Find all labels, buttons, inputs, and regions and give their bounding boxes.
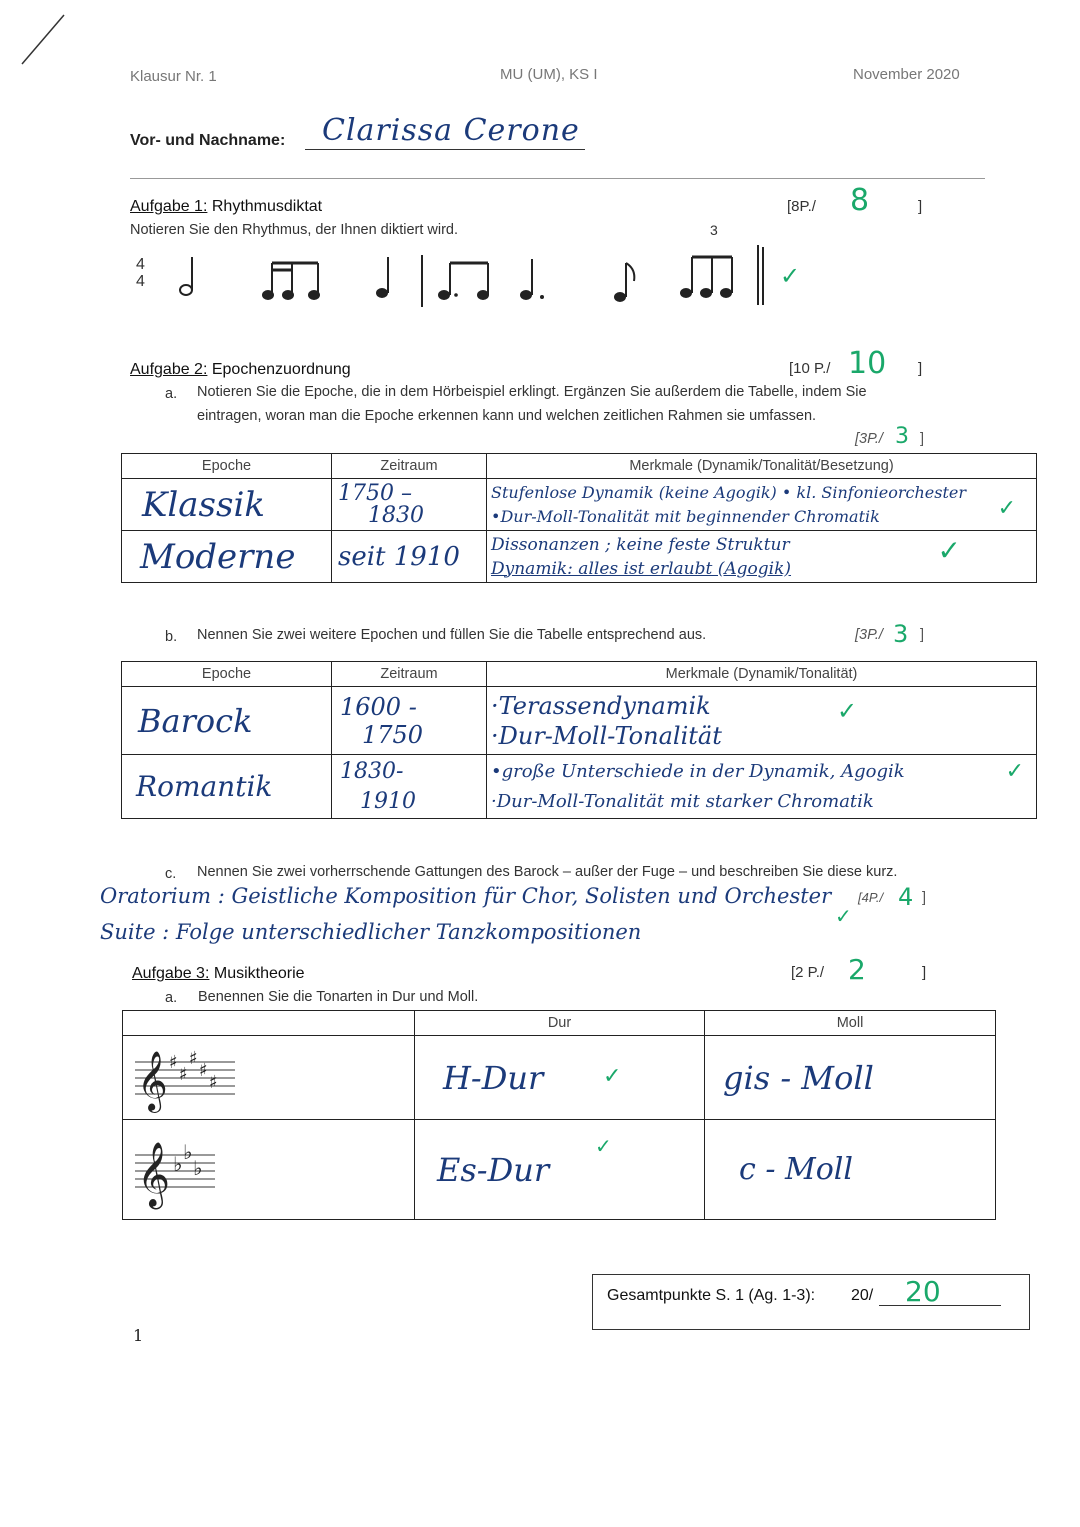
task1-title: Rhythmusdiktat [211, 198, 323, 215]
epoch-cell: Moderne [122, 531, 332, 583]
dur-cell [415, 1120, 705, 1220]
treble-clef-5-sharps [135, 1038, 255, 1118]
svg-text:𝄞: 𝄞 [137, 1141, 171, 1207]
task2b-points: [3P./ [855, 627, 883, 643]
table-row [122, 687, 1037, 755]
col-moll: Moll [705, 1011, 996, 1036]
task2b-letter: b. [165, 629, 178, 645]
check-mark: ✓ [937, 534, 961, 567]
dur-cell [415, 1036, 705, 1120]
task2c-score: 4 [898, 883, 914, 911]
feature-line: Dissonanzen ; keine feste Struktur [491, 534, 790, 555]
task2b-score: 3 [893, 620, 909, 648]
staff-cell [123, 1120, 415, 1220]
dur-answer: H-Dur [443, 1058, 544, 1097]
task2c-text: Nennen Sie zwei vorherrschende Gattungen des Barock – außer der Fuge – und beschreiben Sie diese kurz. [197, 864, 898, 880]
task2a-close: ] [920, 431, 925, 447]
table-row [122, 479, 1037, 531]
keys-table [122, 1010, 996, 1220]
epoch-cell: Klassik [122, 479, 332, 531]
svg-text:♭: ♭ [183, 1139, 193, 1164]
task2a-letter: a. [165, 386, 178, 402]
time-signature [136, 256, 145, 290]
header-center: MU (UM), KS I [500, 66, 598, 83]
svg-text:♭: ♭ [173, 1151, 183, 1176]
task2-points: [10 P./ [789, 360, 831, 377]
task1-score: 8 [850, 183, 870, 218]
task2-heading [130, 361, 351, 379]
table-header-row [123, 1011, 996, 1036]
time-sig-bottom: 4 [136, 273, 145, 290]
name-label: Vor- und Nachname: [130, 132, 286, 149]
svg-text:♯: ♯ [179, 1063, 188, 1085]
epochs-table-b [121, 661, 1037, 819]
task2a-score: 3 [895, 424, 909, 449]
task2-label: Aufgabe 2: [130, 361, 208, 378]
col-dur: Dur [415, 1011, 705, 1036]
total-label: Gesamtpunkte S. 1 (Ag. 1-3): [607, 1287, 816, 1304]
name-value: Clarissa Cerone [322, 113, 580, 148]
period-start: 1750 – [338, 480, 412, 506]
period-cell: seit 1910 [332, 531, 487, 583]
col-epoche: Epoche [122, 454, 332, 479]
check-mark: ✓ [1005, 759, 1024, 784]
features-cell [487, 755, 1037, 819]
staff-cell [123, 1036, 415, 1120]
task3-title: Musiktheorie [213, 965, 305, 982]
svg-text:♭: ♭ [193, 1155, 203, 1180]
feature-line: Dynamik: alles ist erlaubt (Agogik) [491, 558, 792, 579]
pen-stroke-mark [18, 12, 68, 67]
col-staff [123, 1011, 415, 1036]
time-sig-top: 4 [136, 256, 145, 273]
task2c-letter: c. [165, 866, 177, 882]
period-cell [332, 755, 487, 819]
period-end: 1750 [362, 720, 424, 749]
triplet-mark: 3 [710, 222, 718, 238]
header-right: November 2020 [853, 66, 960, 83]
divider [130, 178, 985, 179]
task2b-text: Nennen Sie zwei weitere Epochen und füllen Sie die Tabelle entsprechend aus. [197, 627, 707, 643]
epoch-cell: Romantik [122, 755, 332, 819]
features-cell [487, 531, 1037, 583]
task1-check: ✓ [780, 262, 801, 290]
period-cell [332, 687, 487, 755]
task2b-close: ] [920, 627, 925, 643]
svg-text:𝄞: 𝄞 [137, 1050, 168, 1111]
total-box [592, 1274, 1030, 1330]
task3a-letter: a. [165, 990, 178, 1006]
epoch-cell: Barock [122, 687, 332, 755]
svg-text:♯: ♯ [199, 1059, 208, 1081]
feature-line: •große Unterschiede in der Dynamik, Agogik [491, 760, 905, 782]
col-epoche: Epoche [122, 662, 332, 687]
task1-instruction: Notieren Sie den Rhythmus, der Ihnen diktiert wird. [130, 222, 459, 238]
task2c-check: ✓ [835, 904, 852, 928]
period-cell [332, 479, 487, 531]
feature-line: ·Dur-Moll-Tonalität [491, 721, 722, 750]
task2c-answer-2: Suite : Folge unterschiedlicher Tanzkompositionen [100, 920, 642, 944]
task1-heading [130, 198, 322, 216]
task2-close: ] [918, 360, 923, 377]
epochs-table-a [121, 453, 1037, 583]
svg-text:♯: ♯ [169, 1051, 178, 1073]
table-row [123, 1036, 996, 1120]
check-mark: ✓ [837, 697, 858, 725]
task3-points: [2 P./ [791, 964, 825, 981]
moll-cell: gis - Moll [705, 1036, 996, 1120]
period-start: 1830- [340, 758, 404, 784]
task1-points: [8P./ [787, 198, 816, 215]
table-header-row [122, 662, 1037, 687]
period-end: 1830 [368, 502, 424, 528]
total-score: 20 [905, 1275, 941, 1308]
task3-label: Aufgabe 3: [132, 965, 210, 982]
task2c-close: ] [922, 890, 927, 906]
table-row [122, 755, 1037, 819]
feature-line: ·Dur-Moll-Tonalität mit starker Chromatik [491, 790, 874, 812]
total-max: 20/ [851, 1287, 874, 1304]
table-row [122, 531, 1037, 583]
page-number: 1 [133, 1326, 144, 1345]
task2-score: 10 [848, 346, 887, 381]
moll-cell: c - Moll [705, 1120, 996, 1220]
feature-line: •Dur-Moll-Tonalität mit beginnender Chromatik [491, 506, 880, 526]
task2c-points: [4P./ [858, 890, 884, 905]
task3a-text: Benennen Sie die Tonarten in Dur und Moll. [198, 989, 479, 1005]
task3-heading [132, 965, 305, 983]
feature-line: Stufenlose Dynamik (keine Agogik) • kl. Sinfonieorchester [491, 482, 966, 502]
task2a-points: [3P./ [855, 431, 883, 447]
table-row [123, 1120, 996, 1220]
check-mark: ✓ [997, 496, 1016, 521]
col-merkmale: Merkmale (Dynamik/Tonalität) [487, 662, 1037, 687]
total-underline [879, 1305, 1001, 1306]
col-zeitraum: Zeitraum [332, 454, 487, 479]
header-left: Klausur Nr. 1 [130, 68, 217, 85]
svg-text:♯: ♯ [189, 1047, 198, 1069]
col-zeitraum: Zeitraum [332, 662, 487, 687]
check-mark: ✓ [603, 1064, 622, 1089]
rhythm-notation [170, 235, 770, 315]
task2a-text1: Notieren Sie die Epoche, die in dem Hörbeispiel erklingt. Ergänzen Sie außerdem die Tabelle, indem Sie [197, 384, 867, 400]
table-header-row [122, 454, 1037, 479]
dur-answer: Es-Dur [437, 1150, 550, 1189]
task3-score: 2 [848, 953, 866, 986]
name-underline [305, 149, 585, 150]
treble-clef-3-flats [135, 1125, 255, 1215]
feature-line: ·Terassendynamik [491, 691, 711, 720]
period-end: 1910 [360, 788, 416, 814]
task1-label: Aufgabe 1: [130, 198, 208, 215]
task1-close: ] [918, 198, 923, 215]
task2c-answer-1: Oratorium : Geistliche Komposition für Chor, Solisten und Orchester [100, 884, 832, 908]
svg-text:♯: ♯ [209, 1071, 218, 1093]
task3-close: ] [922, 964, 927, 981]
col-merkmale: Merkmale (Dynamik/Tonalität/Besetzung) [487, 454, 1037, 479]
features-cell [487, 479, 1037, 531]
check-mark: ✓ [595, 1134, 612, 1158]
period-start: 1600 - [340, 692, 417, 721]
features-cell [487, 687, 1037, 755]
task2a-text2: eintragen, woran man die Epoche erkennen kann und welchen zeitlichen Rahmen sie umfassen. [197, 408, 817, 424]
task2-title: Epochenzuordnung [211, 361, 351, 378]
